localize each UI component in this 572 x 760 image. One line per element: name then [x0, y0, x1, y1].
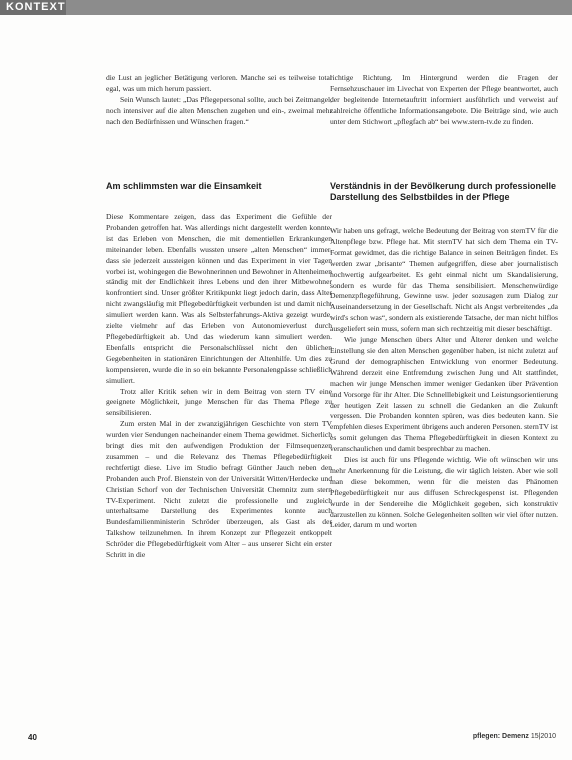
publication-footer	[473, 733, 556, 740]
paragraph: die Lust an jeglicher Betätigung verloren. Manche sei es teilweise total egal, was um mich herum passiert.	[106, 73, 332, 93]
paragraph: Diese Kommentare zeigen, dass das Experiment die Gefühle der Probanden getroffen hat. Was allerdings nicht dargestellt werden konnte, ist das Erleben von Menschen, die mit dementiellen Erkrankungen miteinander leben. Ebenfalls wussten unsere „alten Menschen“ immer, dass sie jederzeit aussteigen können und das Experiment in vier Tagen vorbei ist, wohingegen die Bewohnerinnen und Bewohner in Altenheimen ständig mit der Endlichkeit ihres Lebens und den ihrer Mitbewohner konfrontiert sind. Unser größter Kritikpunkt liegt jedoch darin, dass Alter nicht zwangsläufig mit Pflegebedürftigkeit verbunden ist und damit nicht simuliert werden kann. Was als Selbsterfahrungs-Aktiva gezeigt wurde, zielte vielmehr auf das Erleben von Autonomieverlust durch Pflegebedürftigkeit ab. Und das wiederum kann simuliert werden. Ebenfalls entspricht die Personalschlüssel nicht den üblichen Gegebenheiten in stationären Einrichtungen der Altenhilfe. Um dies zu kompensieren, wurde die in so ein bekannte Personalengpässe schließlich simuliert.	[106, 212, 332, 385]
right-top-text-column	[330, 73, 558, 128]
left-top-text-column	[106, 73, 332, 128]
paragraph: Wir haben uns gefragt, welche Bedeutung der Beitrag von sternTV für die Altenpflege bzw. Pflege hat. Mit sternTV hat sich dem Thema ein TV-Format gewidmet, das die richtige Balance in seinen Beiträgen findet. Es werden zwar „brisante“ Themen aufgegriffen, diese aber journalistisch hochwertig aufgearbeitet. Es geht einmal nicht um Skandalisierung, sondern es wurde für das Thema sensibilisiert. Menschenwürdige Demenzpflegeführung, Gewinne usw. jeder sozusagen zum Dialog zur Auseinandersetzung in der Gesellschaft. Nicht als Angst verbreitendes „da wird's schon was“, sondern als existierende Tatsache, der man nicht hilflos ausgeliefert sein muss, sofern man sich rechtzeitig mit dieser beschäftigt.	[330, 226, 558, 334]
paragraph: Dies ist auch für uns Pflegende wichtig. Wie oft wünschen wir uns mehr Anerkennung für die Leistung, die wir täglich leisten. Aber wie soll man diese bekommen, wenn für die meisten das Phänomen Pflegebedürftigkeit nur aus diffusen Schreckgespenst ist. Pflegenden wurde in der Sendereihe die Möglichkeit gegeben, sich konstruktiv darzustellen zu können. Solche Gelegenheiten sollten wir viel öfter nutzen. Leider, darum m und worten	[330, 455, 558, 530]
section-label: KONTEXT	[0, 0, 66, 15]
issue-number: 15|2010	[530, 733, 556, 740]
paragraph: Sein Wunsch lautet: „Das Pflegepersonal sollte, auch bei Zeitmangel, noch intensiver auf die alten Menschen zugehen und ein-, zweimal mehr nach den Bedürfnissen und Wünschen fragen.“	[106, 94, 332, 126]
section-heading-left: Am schlimmsten war die Einsamkeit	[106, 181, 262, 191]
paragraph: Zum ersten Mal in der zwanzigjährigen Geschichte von stern TV wurden vier Sendungen nacheinander einem Thema gewidmet. Sicherlich bringt dies mit den aufwendigen Produktion der Filmsequenzen zusammen – und die Relevanz des Themas Pflegebedürftigkeit rechtfertigt diese. Live im Studio befragt Günther Jauch neben den Probanden auch Prof. Bienstein von der Universität Witten/Herdecke und Christian Schorf von der Technischen Universität Chemnitz zum stern TV-Experiment. Nicht zuletzt die professionelle und zugleich unterhaltsame Darstellung des Experimentes konnte auch Bundesfamilienministerin Schröder überzeugen, als Gast als der Talkshow teilzunehmen. In ihrem Konzept zur Pflegezeit entkoppelt Schröder die Pflegebedürftigkeit vom Alter – aus unserer Sicht ein erster Schritt in die	[106, 419, 332, 560]
paragraph: Wie junge Menschen übers Alter und Älterer denken und welche Einstellung sie den alten Menschen gegenüber haben, ist nicht zuletzt auf Grund der demographischen Entwicklung von enormer Bedeutung. Während derzeit eine Entfremdung zwischen Jung und Alt stattfindet, machen wir junge Menschen immer weniger Gedanken über Prävention und Vorsorge für ihr Alter. Die Schnelllebigkeit und Leistungsorientierung der heutigen Zeit lassen zu schnell die Gedanken an die Zukunft vergessen. Die Probanden konnten spüren, was dies bedeuten kann. Sie empfehlen dieses Experiment übrigens auch anderen Personen. sternTV ist es somit gelungen das Thema Pflegebedürftigkeit in diesen Kontext zu veranschaulichen und damit besprechbar zu machen.	[330, 335, 558, 454]
paragraph: Trotz aller Kritik sehen wir in dem Beitrag von stern TV eine geeignete Möglichkeit, junge Menschen für das Thema Pflege zu sensibilisieren.	[106, 386, 332, 418]
publication-name: pflegen: Demenz	[472, 733, 529, 740]
left-main-text-column	[106, 212, 332, 561]
paragraph: richtige Richtung. Im Hintergrund werden die Fragen der Fernsehzuschauer im Livechat von Experten der Pflege beantwortet, auch der begleitende Internetauftritt informiert ausführlich und verweist auf zahlreiche öffentliche Informationsangebote. Die Beiträge sind, wie auch unter dem Stichwort „pflegfach ab“ bei www.stern-tv.de zu finden.	[330, 73, 558, 126]
section-header-bar	[0, 0, 572, 15]
right-main-text-column	[330, 226, 558, 531]
section-heading-right: Verständnis in der Bevölkerung durch professionelle Darstellung des Selbstbildes in der Pflege	[330, 181, 557, 202]
page-number: 40	[28, 733, 37, 742]
